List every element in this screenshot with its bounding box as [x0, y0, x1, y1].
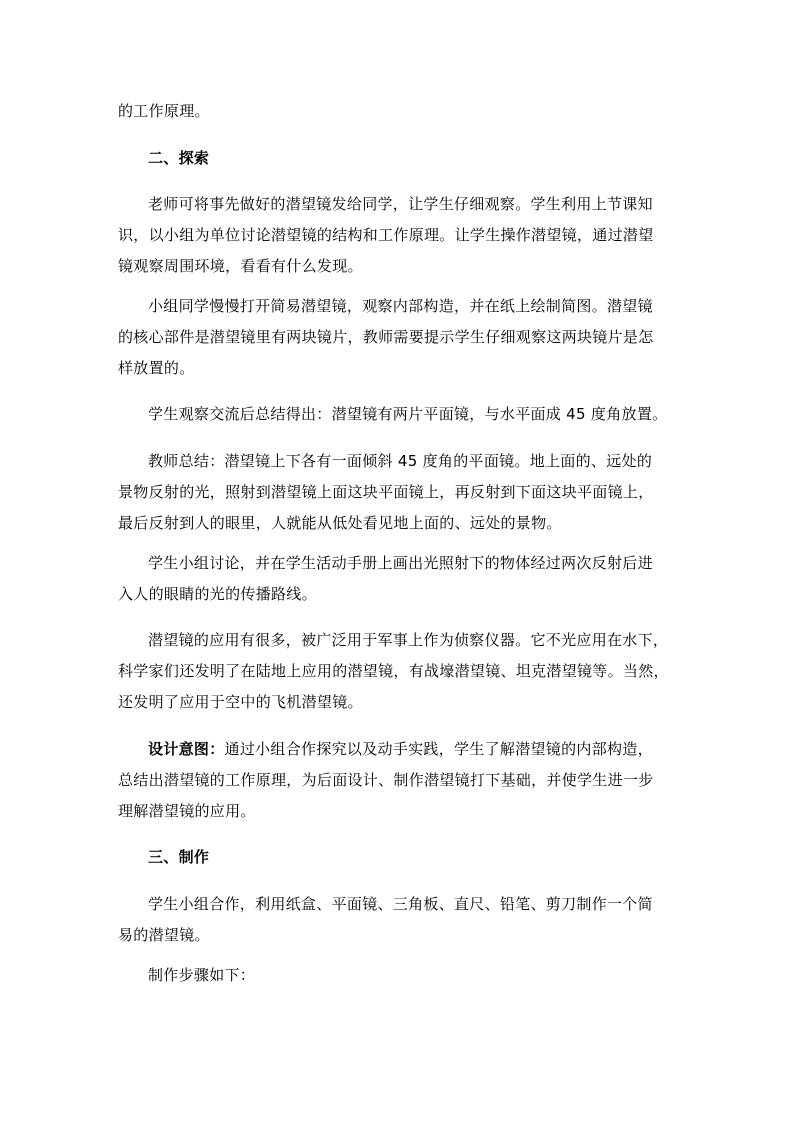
paragraph-5-line-2: 入人的眼睛的光的传播路线。 — [118, 585, 317, 603]
paragraph-4-line-1: 教师总结：潜望镜上下各有一面倾斜 45 度角的平面镜。地上面的、远处的 — [148, 452, 653, 470]
section-heading-explore: 二、探索 — [148, 149, 210, 167]
paragraph-9-line-1: 制作步骤如下： — [148, 966, 256, 984]
paragraph-continuation: 的工作原理。 — [118, 102, 210, 120]
design-intent-label: 设计意图： — [148, 740, 225, 758]
paragraph-6-line-3: 还发明了应用于空中的飞机潜望镜。 — [118, 693, 363, 711]
paragraph-7-line-2: 总结出潜望镜的工作原理，为后面设计、制作潜望镜打下基础，并使学生进一步 — [118, 771, 654, 789]
design-intent-text: 通过小组合作探究以及动手实践，学生了解潜望镜的内部构造， — [224, 740, 653, 758]
paragraph-7-line-1 — [148, 739, 653, 759]
section-heading-make: 三、制作 — [148, 848, 210, 866]
paragraph-1-line-3: 镜观察周围环境，看看有什么发现。 — [118, 257, 363, 275]
paragraph-6-line-2: 科学家们还发明了在陆地上应用的潜望镜，有战壕潜望镜、坦克潜望镜等。当然， — [118, 662, 669, 680]
paragraph-7-line-3: 理解潜望镜的应用。 — [118, 802, 256, 820]
paragraph-4-line-2: 景物反射的光，照射到潜望镜上面这块平面镜上，再反射到下面这块平面镜上， — [118, 483, 654, 501]
paragraph-2-line-3: 样放置的。 — [118, 359, 195, 377]
paragraph-4-line-3: 最后反射到人的眼里，人就能从低处看见地上面的、远处的景物。 — [118, 514, 562, 532]
paragraph-2-line-2: 的核心部件是潜望镜里有两块镜片，教师需要提示学生仔细观察这两块镜片是怎 — [118, 328, 654, 346]
paragraph-3-line-1: 学生观察交流后总结得出：潜望镜有两片平面镜，与水平面成 45 度角放置。 — [148, 405, 668, 423]
paragraph-2-line-1: 小组同学慢慢打开简易潜望镜，观察内部构造，并在纸上绘制简图。潜望镜 — [148, 297, 653, 315]
paragraph-1-line-1: 老师可将事先做好的潜望镜发给同学，让学生仔细观察。学生利用上节课知 — [148, 195, 653, 213]
paragraph-5-line-1: 学生小组讨论，并在学生活动手册上画出光照射下的物体经过两次反射后进 — [148, 554, 653, 572]
paragraph-8-line-1: 学生小组合作，利用纸盒、平面镜、三角板、直尺、铅笔、剪刀制作一个简 — [148, 895, 653, 913]
paragraph-6-line-1: 潜望镜的应用有很多，被广泛用于军事上作为侦察仪器。它不光应用在水下， — [148, 631, 669, 649]
paragraph-8-line-2: 易的潜望镜。 — [118, 926, 210, 944]
paragraph-1-line-2: 识，以小组为单位讨论潜望镜的结构和工作原理。让学生操作潜望镜，通过潜望 — [118, 226, 654, 244]
